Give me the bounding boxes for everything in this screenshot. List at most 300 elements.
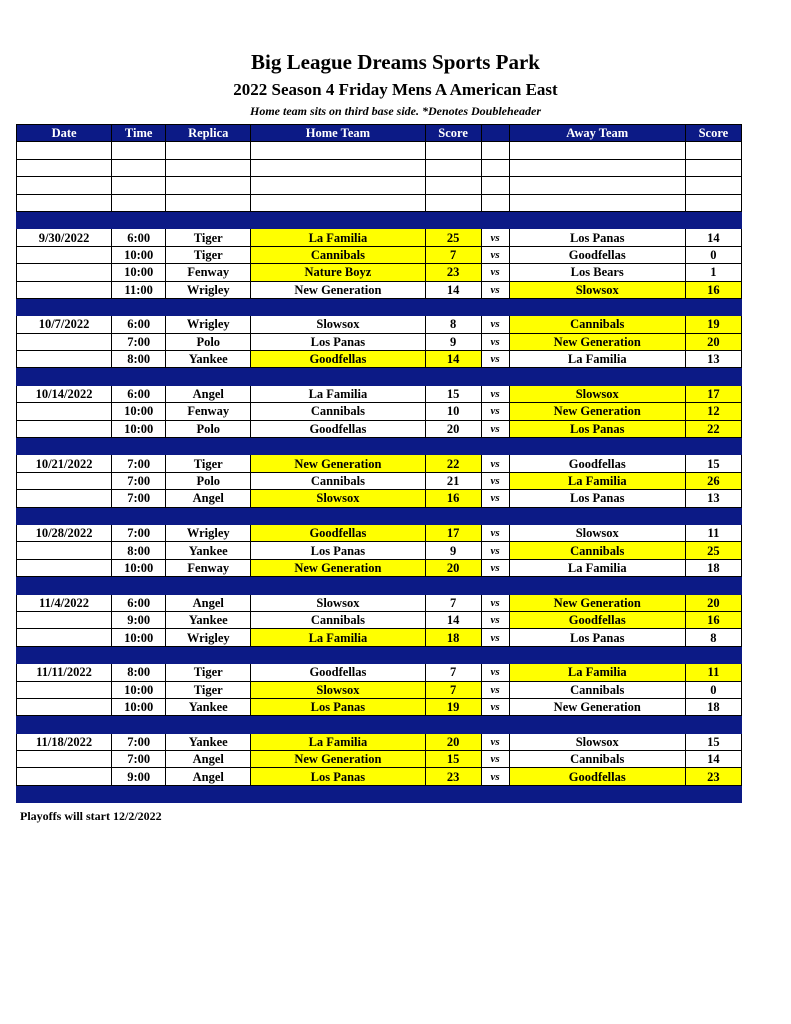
band-cell: [166, 507, 251, 524]
separator-band: [17, 368, 742, 385]
vs-label: vs: [481, 698, 509, 715]
home-score: 21: [425, 472, 481, 489]
empty-cell: [112, 177, 166, 194]
home-score: 16: [425, 490, 481, 507]
band-cell: [112, 646, 166, 663]
game-row: [17, 594, 742, 611]
vs-label: vs: [481, 524, 509, 541]
vs-label: vs: [481, 542, 509, 559]
game-time: 10:00: [112, 681, 166, 698]
game-row: [17, 733, 742, 750]
away-score: 13: [685, 490, 741, 507]
empty-cell: [166, 194, 251, 211]
empty-cell: [112, 142, 166, 159]
home-score: 23: [425, 768, 481, 785]
home-score: 23: [425, 264, 481, 281]
game-row: [17, 542, 742, 559]
game-time: 10:00: [112, 629, 166, 646]
band-cell: [112, 785, 166, 802]
band-cell: [425, 211, 481, 228]
band-cell: [251, 716, 425, 733]
page-subtitle: 2022 Season 4 Friday Mens A American East: [233, 80, 558, 99]
band-cell: [17, 646, 112, 663]
game-field: Tiger: [166, 229, 251, 246]
game-time: 11:00: [112, 281, 166, 298]
game-date: 10/28/2022: [17, 524, 112, 541]
home-score: 8: [425, 316, 481, 333]
band-cell: [166, 785, 251, 802]
band-cell: [17, 577, 112, 594]
home-team-note: Home team sits on third base side. *Denotes Doubleheader: [250, 104, 541, 118]
game-field: Tiger: [166, 664, 251, 681]
game-time: 10:00: [112, 246, 166, 263]
game-row: [17, 246, 742, 263]
vs-label: vs: [481, 664, 509, 681]
game-row: [17, 264, 742, 281]
away-team: Los Panas: [509, 229, 685, 246]
band-cell: [685, 211, 741, 228]
home-team: La Familia: [251, 229, 425, 246]
home-team: Los Panas: [251, 698, 425, 715]
home-score: 7: [425, 664, 481, 681]
game-field: Angel: [166, 594, 251, 611]
band-cell: [481, 298, 509, 315]
game-row: [17, 768, 742, 785]
empty-cell: [166, 142, 251, 159]
vs-label: vs: [481, 611, 509, 628]
game-row: [17, 333, 742, 350]
away-team: Los Panas: [509, 490, 685, 507]
empty-cell: [509, 177, 685, 194]
game-field: Angel: [166, 768, 251, 785]
empty-cell: [425, 194, 481, 211]
away-team: Cannibals: [509, 751, 685, 768]
away-team: New Generation: [509, 403, 685, 420]
band-cell: [425, 368, 481, 385]
away-score: 18: [685, 698, 741, 715]
game-row: [17, 664, 742, 681]
away-score: 26: [685, 472, 741, 489]
home-score: 7: [425, 246, 481, 263]
band-cell: [481, 785, 509, 802]
home-team: Los Panas: [251, 768, 425, 785]
away-team: Cannibals: [509, 542, 685, 559]
game-time: 8:00: [112, 542, 166, 559]
away-score: 1: [685, 264, 741, 281]
game-time: 6:00: [112, 594, 166, 611]
game-row: [17, 751, 742, 768]
away-score: 22: [685, 420, 741, 437]
band-cell: [112, 211, 166, 228]
empty-cell: [17, 142, 112, 159]
home-team: La Familia: [251, 629, 425, 646]
vs-label: vs: [481, 403, 509, 420]
home-score: 14: [425, 611, 481, 628]
separator-band: [17, 211, 742, 228]
band-cell: [685, 577, 741, 594]
band-cell: [251, 785, 425, 802]
band-cell: [685, 368, 741, 385]
vs-label: vs: [481, 629, 509, 646]
band-cell: [509, 716, 685, 733]
away-team: La Familia: [509, 664, 685, 681]
game-row: [17, 681, 742, 698]
home-team: Cannibals: [251, 611, 425, 628]
empty-cell: [251, 177, 425, 194]
game-time: 10:00: [112, 559, 166, 576]
away-score: 15: [685, 733, 741, 750]
band-cell: [685, 646, 741, 663]
home-team: Los Panas: [251, 333, 425, 350]
home-score: 7: [425, 594, 481, 611]
home-score: 10: [425, 403, 481, 420]
band-cell: [685, 785, 741, 802]
vs-label: vs: [481, 229, 509, 246]
vs-label: vs: [481, 768, 509, 785]
game-time: 7:00: [112, 751, 166, 768]
empty-cell: [685, 177, 741, 194]
band-cell: [425, 577, 481, 594]
separator-band: [17, 716, 742, 733]
vs-label: vs: [481, 472, 509, 489]
column-header-time: Time: [112, 125, 166, 142]
band-cell: [251, 438, 425, 455]
home-score: 18: [425, 629, 481, 646]
band-cell: [481, 368, 509, 385]
away-team: Slowsox: [509, 281, 685, 298]
home-team: Slowsox: [251, 316, 425, 333]
away-score: 8: [685, 629, 741, 646]
game-time: 6:00: [112, 316, 166, 333]
band-cell: [112, 298, 166, 315]
away-score: 18: [685, 559, 741, 576]
band-cell: [425, 298, 481, 315]
game-field: Fenway: [166, 403, 251, 420]
vs-label: vs: [481, 420, 509, 437]
vs-label: vs: [481, 316, 509, 333]
band-cell: [112, 577, 166, 594]
home-score: 19: [425, 698, 481, 715]
game-field: Angel: [166, 385, 251, 402]
home-team: Cannibals: [251, 472, 425, 489]
empty-cell: [481, 177, 509, 194]
game-time: 7:00: [112, 733, 166, 750]
vs-label: vs: [481, 733, 509, 750]
band-cell: [17, 716, 112, 733]
empty-cell: [112, 194, 166, 211]
vs-label: vs: [481, 385, 509, 402]
game-field: Wrigley: [166, 524, 251, 541]
band-cell: [509, 507, 685, 524]
game-field: Tiger: [166, 455, 251, 472]
game-field: Angel: [166, 751, 251, 768]
game-field: Wrigley: [166, 316, 251, 333]
home-team: Cannibals: [251, 246, 425, 263]
home-score: 15: [425, 751, 481, 768]
home-team: New Generation: [251, 559, 425, 576]
away-score: 20: [685, 333, 741, 350]
home-team: Goodfellas: [251, 664, 425, 681]
empty-cell: [251, 159, 425, 176]
game-row: [17, 316, 742, 333]
band-cell: [251, 507, 425, 524]
separator-band: [17, 298, 742, 315]
band-cell: [112, 438, 166, 455]
game-date: 11/11/2022: [17, 664, 112, 681]
away-score: 12: [685, 403, 741, 420]
home-team: Goodfellas: [251, 351, 425, 368]
band-cell: [251, 646, 425, 663]
column-header-vs: [481, 125, 509, 142]
band-cell: [509, 646, 685, 663]
game-field: Tiger: [166, 246, 251, 263]
band-cell: [685, 507, 741, 524]
game-date: [17, 681, 112, 698]
away-score: 15: [685, 455, 741, 472]
vs-label: vs: [481, 751, 509, 768]
home-score: 20: [425, 420, 481, 437]
away-score: 0: [685, 246, 741, 263]
empty-cell: [17, 159, 112, 176]
game-time: 10:00: [112, 420, 166, 437]
game-time: 8:00: [112, 664, 166, 681]
vs-label: vs: [481, 681, 509, 698]
game-row: [17, 629, 742, 646]
band-cell: [166, 298, 251, 315]
band-cell: [112, 716, 166, 733]
home-team: Goodfellas: [251, 420, 425, 437]
game-date: [17, 472, 112, 489]
empty-cell: [685, 159, 741, 176]
home-score: 9: [425, 333, 481, 350]
empty-row: [17, 159, 742, 176]
band-cell: [481, 716, 509, 733]
away-team: New Generation: [509, 698, 685, 715]
band-cell: [17, 368, 112, 385]
away-team: Goodfellas: [509, 611, 685, 628]
away-score: 11: [685, 664, 741, 681]
band-cell: [509, 211, 685, 228]
game-field: Wrigley: [166, 281, 251, 298]
band-cell: [251, 368, 425, 385]
away-team: La Familia: [509, 351, 685, 368]
vs-label: vs: [481, 351, 509, 368]
band-cell: [166, 646, 251, 663]
band-cell: [481, 438, 509, 455]
band-cell: [17, 298, 112, 315]
away-score: 19: [685, 316, 741, 333]
empty-cell: [685, 194, 741, 211]
separator-band: [17, 646, 742, 663]
column-header-away-team: Away Team: [509, 125, 685, 142]
band-cell: [17, 785, 112, 802]
home-team: New Generation: [251, 751, 425, 768]
home-team: La Familia: [251, 733, 425, 750]
game-date: [17, 333, 112, 350]
column-header-away-score: Score: [685, 125, 741, 142]
away-score: 0: [685, 681, 741, 698]
band-cell: [481, 507, 509, 524]
empty-cell: [481, 142, 509, 159]
column-header-date: Date: [17, 125, 112, 142]
band-cell: [481, 646, 509, 663]
vs-label: vs: [481, 559, 509, 576]
home-team: New Generation: [251, 455, 425, 472]
band-cell: [509, 368, 685, 385]
empty-cell: [166, 159, 251, 176]
game-field: Yankee: [166, 351, 251, 368]
game-field: Polo: [166, 472, 251, 489]
vs-label: vs: [481, 490, 509, 507]
game-row: [17, 385, 742, 402]
band-cell: [166, 577, 251, 594]
home-team: Los Panas: [251, 542, 425, 559]
empty-row: [17, 194, 742, 211]
header-row: [17, 125, 742, 142]
separator-band: [17, 577, 742, 594]
game-row: [17, 229, 742, 246]
game-row: [17, 490, 742, 507]
empty-cell: [425, 159, 481, 176]
game-time: 7:00: [112, 490, 166, 507]
band-cell: [425, 716, 481, 733]
away-team: Los Panas: [509, 629, 685, 646]
empty-row: [17, 177, 742, 194]
home-score: 9: [425, 542, 481, 559]
home-score: 7: [425, 681, 481, 698]
game-row: [17, 403, 742, 420]
empty-cell: [425, 177, 481, 194]
game-row: [17, 281, 742, 298]
home-score: 17: [425, 524, 481, 541]
band-cell: [112, 507, 166, 524]
game-date: [17, 611, 112, 628]
away-team: Goodfellas: [509, 455, 685, 472]
away-team: Cannibals: [509, 316, 685, 333]
empty-cell: [166, 177, 251, 194]
band-cell: [685, 438, 741, 455]
game-field: Tiger: [166, 681, 251, 698]
away-team: New Generation: [509, 333, 685, 350]
game-field: Angel: [166, 490, 251, 507]
away-team: La Familia: [509, 559, 685, 576]
game-date: [17, 629, 112, 646]
game-field: Yankee: [166, 611, 251, 628]
home-team: Slowsox: [251, 681, 425, 698]
schedule-body: [17, 142, 742, 803]
band-cell: [425, 646, 481, 663]
game-time: 7:00: [112, 333, 166, 350]
home-score: 15: [425, 385, 481, 402]
home-team: Goodfellas: [251, 524, 425, 541]
game-row: [17, 698, 742, 715]
band-cell: [425, 438, 481, 455]
game-time: 9:00: [112, 768, 166, 785]
game-date: 10/7/2022: [17, 316, 112, 333]
game-field: Polo: [166, 333, 251, 350]
empty-cell: [509, 194, 685, 211]
vs-label: vs: [481, 246, 509, 263]
band-cell: [685, 716, 741, 733]
away-score: 13: [685, 351, 741, 368]
empty-cell: [509, 142, 685, 159]
empty-cell: [251, 194, 425, 211]
game-date: [17, 351, 112, 368]
schedule-table: [16, 124, 742, 803]
game-row: [17, 472, 742, 489]
home-score: 20: [425, 559, 481, 576]
empty-cell: [509, 159, 685, 176]
home-score: 25: [425, 229, 481, 246]
band-cell: [481, 211, 509, 228]
away-score: 11: [685, 524, 741, 541]
game-time: 10:00: [112, 264, 166, 281]
game-time: 8:00: [112, 351, 166, 368]
game-date: [17, 768, 112, 785]
band-cell: [251, 211, 425, 228]
game-date: [17, 490, 112, 507]
game-field: Yankee: [166, 698, 251, 715]
home-team: Cannibals: [251, 403, 425, 420]
game-row: [17, 611, 742, 628]
game-date: [17, 281, 112, 298]
band-cell: [425, 507, 481, 524]
column-header-home-team: Home Team: [251, 125, 425, 142]
away-team: Slowsox: [509, 385, 685, 402]
away-team: Slowsox: [509, 733, 685, 750]
away-team: La Familia: [509, 472, 685, 489]
empty-cell: [481, 194, 509, 211]
away-team: Los Bears: [509, 264, 685, 281]
home-team: Nature Boyz: [251, 264, 425, 281]
game-time: 10:00: [112, 698, 166, 715]
band-cell: [166, 716, 251, 733]
empty-cell: [425, 142, 481, 159]
game-row: [17, 455, 742, 472]
vs-label: vs: [481, 455, 509, 472]
game-time: 7:00: [112, 472, 166, 489]
game-row: [17, 524, 742, 541]
game-date: [17, 246, 112, 263]
page-title: Big League Dreams Sports Park: [251, 50, 540, 74]
game-field: Yankee: [166, 542, 251, 559]
game-row: [17, 420, 742, 437]
game-date: [17, 420, 112, 437]
game-date: 10/14/2022: [17, 385, 112, 402]
band-cell: [166, 211, 251, 228]
band-cell: [685, 298, 741, 315]
game-field: Fenway: [166, 264, 251, 281]
game-date: [17, 559, 112, 576]
separator-band: [17, 438, 742, 455]
empty-cell: [17, 194, 112, 211]
game-date: 11/18/2022: [17, 733, 112, 750]
band-cell: [425, 785, 481, 802]
game-date: [17, 403, 112, 420]
away-team: Slowsox: [509, 524, 685, 541]
band-cell: [251, 298, 425, 315]
game-time: 6:00: [112, 385, 166, 402]
game-date: [17, 542, 112, 559]
band-cell: [509, 298, 685, 315]
band-cell: [481, 577, 509, 594]
home-team: Slowsox: [251, 594, 425, 611]
band-cell: [509, 785, 685, 802]
game-date: 9/30/2022: [17, 229, 112, 246]
game-date: 11/4/2022: [17, 594, 112, 611]
home-score: 14: [425, 351, 481, 368]
vs-label: vs: [481, 333, 509, 350]
